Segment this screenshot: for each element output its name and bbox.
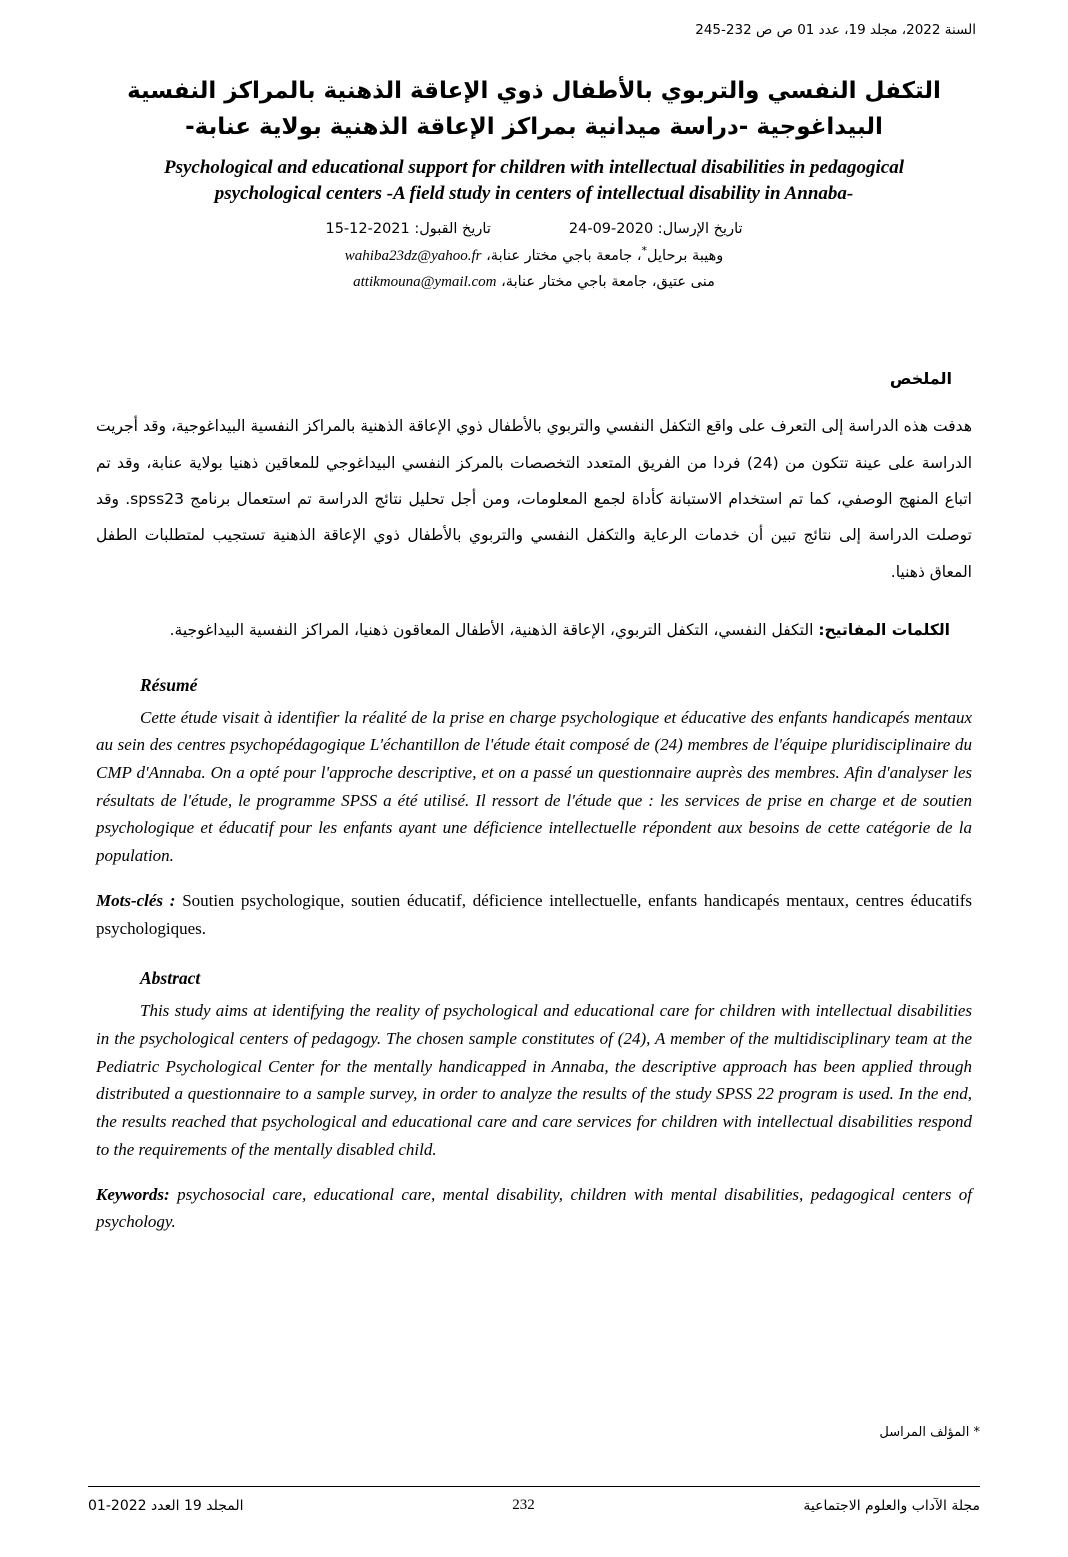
- page-title-arabic: التكفل النفسي والتربوي بالأطفال ذوي الإعاقة الذهنية بالمراكز النفسية البيداغوجية -دراسة ميدانية بمراكز الإعاقة الذهنية بولاية عنابة-: [127, 78, 941, 140]
- abstract-arabic-body: هدفت هذه الدراسة إلى التعرف على واقع التكفل النفسي والتربوي بالأطفال ذوي الإعاقة الذهنية بالمراكز النفسية البيداغوجية، وقد أجريت الدراسة على عينة تتكون من (24) فردا من الفريق المتعدد التخصصات بالمركز النفسي البيداغوجي للمعاقين ذهنيا بولاية عنابة، وقد تم اتباع المنهج الوصفي، كما تم استخدام الاستبانة كأداة لجمع المعلومات، ومن أجل تحليل نتائج الدراسة تم استعمال برنامج spss23. وقد توصلت الدراسة إلى نتائج تبين أن خدمات الرعاية والتكفل النفسي والتربوي بالأطفال ذوي الإعاقة الذهنية تستجيب لمتطلبات الطفل المعاق ذهنيا.: [96, 417, 972, 581]
- abstract-english-body: This study aims at identifying the reality of psychological and educational care for children with intellectual disabilities in the psychological centers of pedagogy. The chosen sample constitutes of (24), A member of the multidisciplinary team at the Pediatric Psychological Center for the mentally handicapped in Annaba, the descriptive approach has been applied through distributed a questionnaire to a sample survey, in order to analyze the results of the study SPSS 22 program is used. In the end, the results reached that psychological and educational care and care services for children with intellectual disabilities respond to the requirements of the mentally disabled child.: [96, 1001, 972, 1159]
- author-name: منى عتيق: [656, 273, 715, 290]
- page-title-english: Psychological and educational support for children with intellectual disabilities in pedagogical psychological centers -A field study in centers of intellectual disability in Annaba-: [164, 157, 904, 204]
- keywords-arabic-label: الكلمات المفاتيح:: [818, 621, 950, 640]
- keywords-english-list: psychosocial care, educational care, mental disability, children with mental disabilities, pedagogical centers of psychology.: [96, 1184, 972, 1232]
- keywords-arabic: [88, 612, 980, 648]
- keywords-french: [88, 887, 980, 942]
- author-email[interactable]: wahiba23dz@yahoo.fr: [344, 247, 482, 264]
- abstract-arabic-heading: الملخص: [889, 369, 952, 389]
- author-entry: [88, 241, 980, 269]
- keywords-english: [88, 1181, 980, 1236]
- author-affiliation: ، جامعة باجي مختار عنابة،: [486, 247, 642, 264]
- author-affiliation: ، جامعة باجي مختار عنابة،: [501, 273, 657, 290]
- issue-header: السنة 2022، مجلد 19، عدد 01 ص ص 232-245: [695, 22, 976, 38]
- date-accepted: تاريخ القبول: 2021-12-15: [325, 220, 491, 237]
- keywords-french-list: Soutien psychologique, soutien éducatif, déficience intellectuelle, enfants handicapés mentaux, centres éducatifs psychologiques.: [96, 890, 972, 938]
- author-entry: [88, 269, 980, 295]
- authors-block: [88, 241, 980, 296]
- dates-row: [88, 221, 980, 237]
- footer-volume-issue: المجلد 19 العدد 2022-01: [88, 1497, 244, 1514]
- corresponding-author-footnote: * المؤلف المراسل: [879, 1425, 980, 1440]
- keywords-french-label: Mots-clés :: [96, 890, 176, 910]
- footer-journal-name: مجلة الآداب والعلوم الاجتماعية: [803, 1497, 980, 1514]
- page-footer: [88, 1497, 980, 1514]
- date-received: تاريخ الإرسال: 2020-09-24: [568, 220, 743, 237]
- abstract-english-heading: Abstract: [140, 968, 201, 989]
- keywords-arabic-list: التكفل النفسي، التكفل التربوي، الإعاقة الذهنية، الأطفال المعاقون ذهنيا، المراكز النفسية البيداغوجية.: [169, 621, 819, 640]
- resume-body: Cette étude visait à identifier la réalité de la prise en charge psychologique et éducative des enfants handicapés mentaux au sein des centres psychopédagogique L'échantillon de l'étude était composé de (24) membres de l'équipe pluridisciplinaire du CMP d'Annaba. On a opté pour l'approche descriptive, et on a passé un questionnaire auprès des membres. Afin d'analyser les résultats de l'étude, le programme SPSS a été utilisé. Il ressort de l'étude que : les services de prise en charge et de soutien psychologique et éducatif pour les enfants ayant une déficience intellectuelle répondent aux besoins de cette catégorie de la population.: [96, 707, 972, 866]
- keywords-english-label: Keywords:: [96, 1184, 170, 1204]
- footer-page-number: 232: [512, 1497, 535, 1513]
- footer-divider: [88, 1486, 980, 1487]
- author-name: وهيبة برحايل: [647, 247, 724, 264]
- author-email[interactable]: attikmouna@ymail.com: [353, 273, 497, 290]
- resume-heading: Résumé: [140, 674, 198, 695]
- corresponding-author-marker: *: [641, 243, 648, 257]
